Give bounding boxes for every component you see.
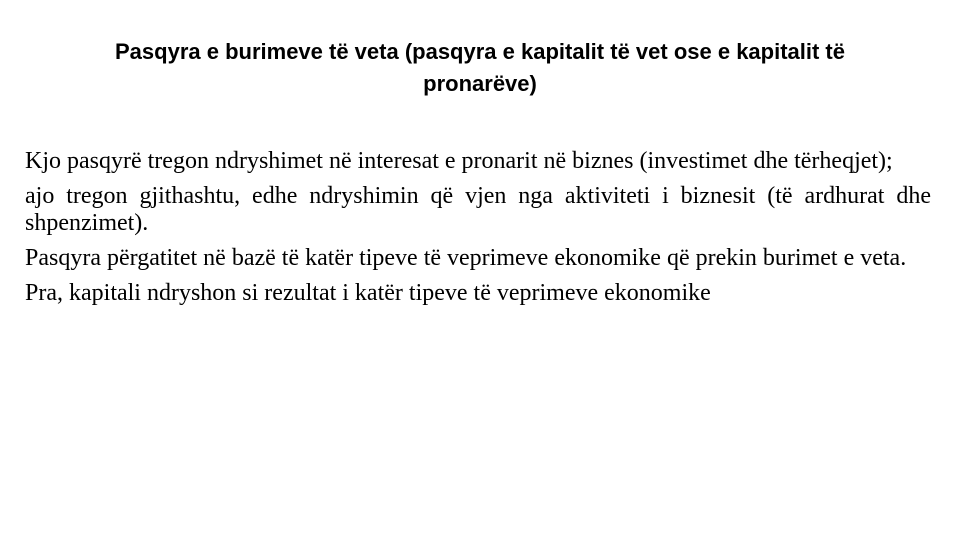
paragraph-4: Pra, kapitali ndryshon si rezultat i katër tipeve të veprimeve ekonomike xyxy=(25,280,711,306)
paragraph-2: ajo tregon gjithashtu, edhe ndryshimin që vjen nga aktiviteti i biznesit (të ardhurat dhe shpenzimet). xyxy=(25,183,931,236)
paragraph-1: Kjo pasqyrë tregon ndryshimet në interesat e pronarit në biznes (investimet dhe tërheqjet); xyxy=(25,148,893,174)
slide-body xyxy=(25,148,931,307)
paragraph-3: Pasqyra përgatitet në bazë të katër tipeve të veprimeve ekonomike që prekin burimet e veta. xyxy=(25,245,907,271)
slide-title: Pasqyra e burimeve të veta (pasqyra e kapitalit të vet ose e kapitalit të pronarëve) xyxy=(115,39,845,96)
